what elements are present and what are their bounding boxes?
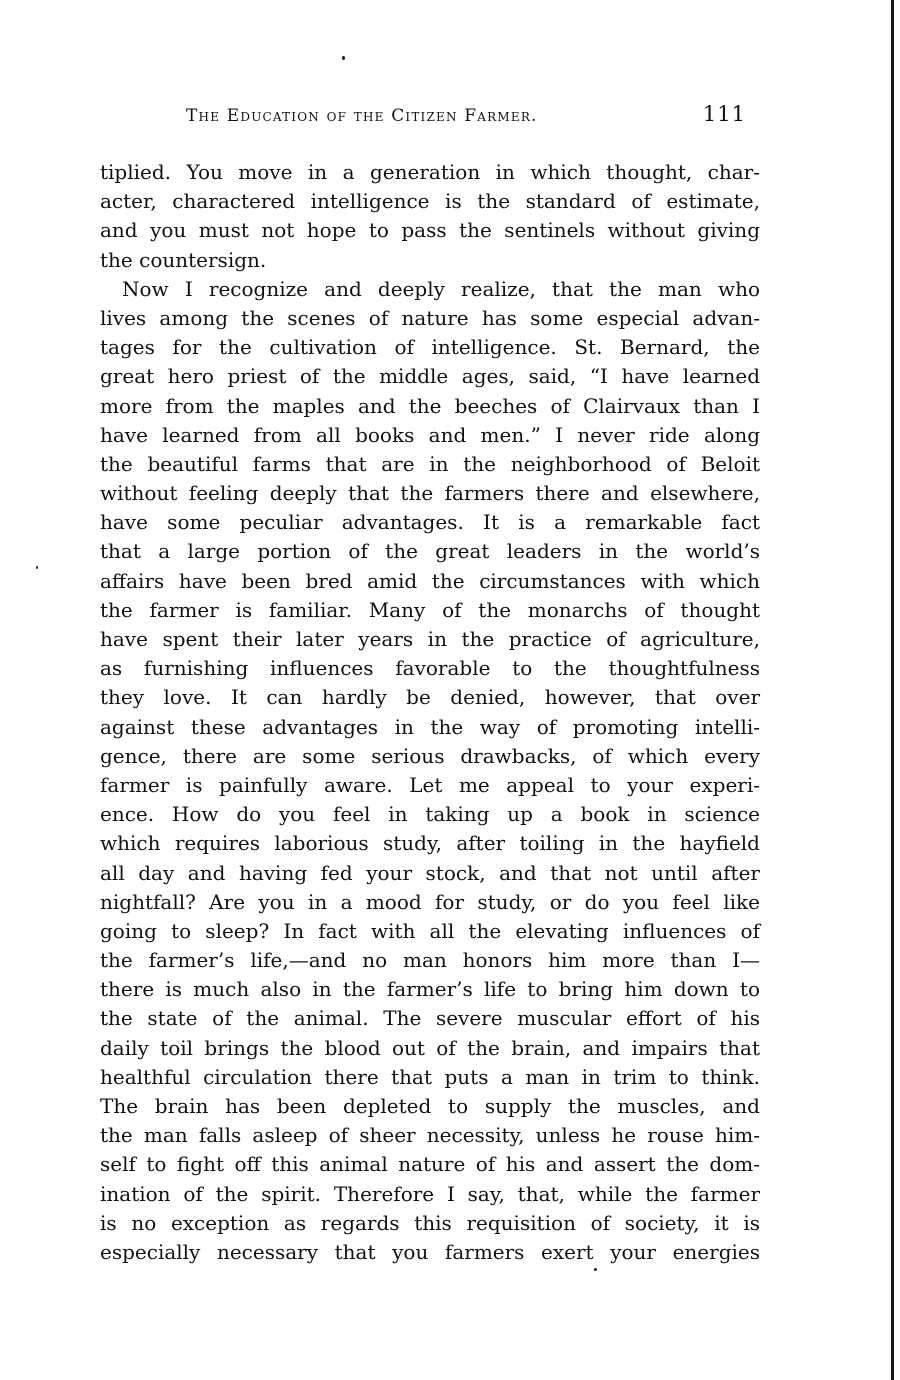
text-line: against these advantages in the way of promoting intelli- xyxy=(100,714,760,739)
text-line: healthful circulation there that puts a man in trim to think. xyxy=(100,1064,760,1089)
text-line: tages for the cultivation of intelligence. St. Bernard, the xyxy=(100,335,760,360)
running-title: The Education of the Citizen Farmer. xyxy=(186,106,538,126)
text-line: lives among the scenes of nature has some especial advan- xyxy=(100,305,760,330)
text-line: and you must not hope to pass the sentinels without giving xyxy=(100,218,760,243)
text-line: The brain has been depleted to supply the muscles, and xyxy=(100,1094,760,1118)
text-line: great hero priest of the middle ages, said, “I have learned xyxy=(100,364,760,389)
text-line: self to fight off this animal nature of his and assert the dom- xyxy=(100,1152,760,1177)
text-line: gence, there are some serious drawbacks, of which every xyxy=(100,743,760,768)
text-line: that a large portion of the great leaders in the world’s xyxy=(100,539,760,564)
text-line: daily toil brings the blood out of the brain, and impairs that xyxy=(100,1035,760,1060)
text-line: the man falls asleep of sheer necessity, unless he rouse him- xyxy=(100,1123,760,1148)
text-line: the farmer’s life,—and no man honors him more than I— xyxy=(100,948,760,973)
text-line: acter, charactered intelligence is the standard of estimate, xyxy=(100,189,760,214)
ink-speck xyxy=(594,1268,597,1271)
text-line: is no exception as regards this requisition of society, it is xyxy=(100,1210,760,1235)
running-head xyxy=(186,102,746,138)
body-text xyxy=(100,158,760,1267)
text-line: the state of the animal. The severe muscular effort of his xyxy=(100,1006,760,1031)
text-line: Now I recognize and deeply realize, that the man who xyxy=(122,276,760,301)
text-line: the beautiful farms that are in the neighborhood of Beloit xyxy=(100,451,760,476)
text-line: the countersign. xyxy=(100,247,267,272)
text-line: especially necessary that you farmers exert your energies xyxy=(100,1239,760,1264)
text-line: which requires laborious study, after toiling in the hayfield xyxy=(100,831,760,856)
text-line: all day and having fed your stock, and that not until after xyxy=(100,860,760,885)
text-line: more from the maples and the beeches of Clairvaux than I xyxy=(100,393,760,418)
text-line: without feeling deeply that the farmers there and elsewhere, xyxy=(100,481,760,506)
text-line: ination of the spirit. Therefore I say, that, while the farmer xyxy=(100,1181,760,1206)
ink-speck xyxy=(36,566,38,569)
text-line: as furnishing influences favorable to the thoughtfulness xyxy=(100,656,760,681)
text-line: have learned from all books and men.” I never ride along xyxy=(100,422,760,447)
ink-speck xyxy=(342,56,345,60)
text-line: ence. How do you feel in taking up a book in science xyxy=(100,802,760,827)
page-number: 111 xyxy=(702,102,746,126)
text-line: have some peculiar advantages. It is a remarkable fact xyxy=(100,510,760,535)
page-edge-shadow xyxy=(891,0,894,1380)
text-line: nightfall? Are you in a mood for study, or do you feel like xyxy=(100,889,760,914)
text-line: the farmer is familiar. Many of the monarchs of thought xyxy=(100,597,760,622)
text-line: there is much also in the farmer’s life to bring him down to xyxy=(100,977,760,1002)
text-line: have spent their later years in the practice of agriculture, xyxy=(100,627,760,651)
text-line: affairs have been bred amid the circumstances with which xyxy=(100,568,760,593)
text-line: tiplied. You move in a generation in which thought, char- xyxy=(100,160,760,184)
text-line: farmer is painfully aware. Let me appeal to your experi- xyxy=(100,772,760,797)
text-line: going to sleep? In fact with all the elevating influences of xyxy=(100,918,760,943)
text-line: they love. It can hardly be denied, however, that over xyxy=(100,685,760,710)
